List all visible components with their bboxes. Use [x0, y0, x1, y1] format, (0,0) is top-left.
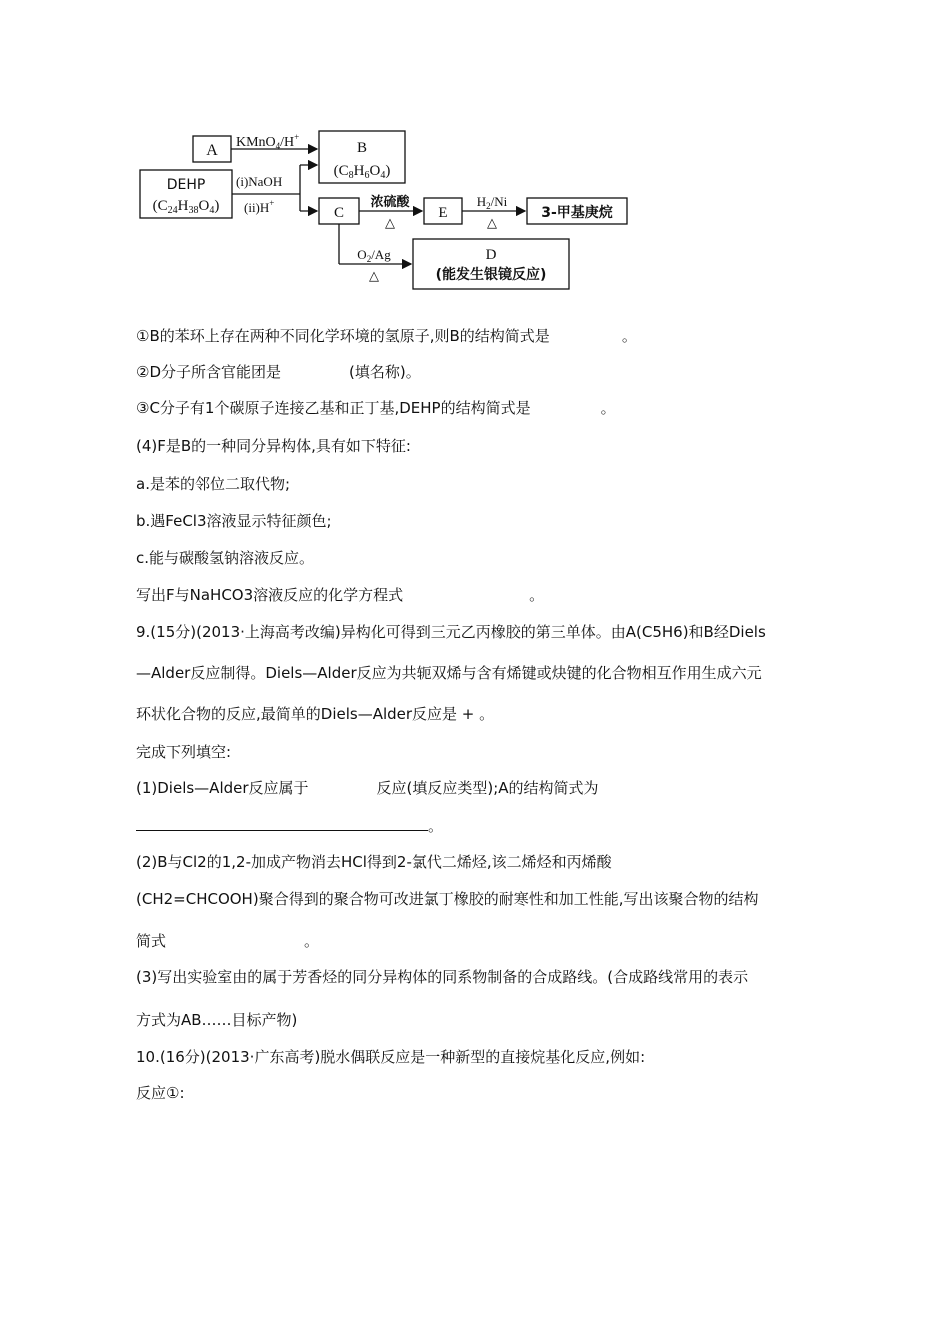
question-line: 简式 。 — [136, 932, 320, 950]
question-line: a.是苯的邻位二取代物; — [136, 475, 291, 493]
reagent-o2-ag: $O_2/Ag$ — [357, 247, 391, 264]
label-d: D — [485, 247, 497, 263]
question-line: 完成下列填空: — [136, 743, 232, 761]
answer-blank — [136, 816, 428, 831]
label-final: 3-甲基庚烷 — [541, 205, 613, 221]
question-line: ①B的苯环上存在两种不同化学环境的氢原子,则B的结构简式是 。 — [136, 327, 637, 345]
condition-heat-1: △ — [385, 216, 395, 231]
label-b: B — [356, 140, 368, 156]
question-line: 9.(15分)(2013·上海高考改编)异构化可得到三元乙丙橡胶的第三单体。由A(C5H6)和B经Diels — [136, 623, 766, 641]
question-line: ②D分子所含官能团是 (填名称)。 — [136, 363, 421, 381]
question-line: 环状化合物的反应,最简单的Diels—Alder反应是 + 。 — [136, 705, 495, 723]
reaction-scheme — [0, 0, 950, 310]
reagent-h-plus: (ii)H+ — [244, 198, 275, 215]
question-line: 10.(16分)(2013·广东高考)脱水偶联反应是一种新型的直接烷基化反应,例如: — [136, 1048, 646, 1066]
reagent-naoh: (i)NaOH — [236, 174, 283, 189]
question-line: (3)写出实验室由的属于芳香烃的同分异构体的同系物制备的合成路线。(合成路线常用的表示 — [136, 968, 749, 986]
question-line: —Alder反应制得。Diels—Alder反应为共轭双烯与含有烯键或炔键的化合物相互作用生成六元 — [136, 664, 762, 682]
question-line: b.遇FeCl3溶液显示特征颜色; — [136, 512, 332, 530]
reagent-h2-ni: $H_2/Ni$ — [476, 194, 508, 211]
answer-blank-line: 。 — [136, 816, 443, 836]
question-line: (2)B与Cl2的1,2-加成产物消去HCl得到2-氯代二烯烃,该二烯烃和丙烯酸 — [136, 853, 612, 871]
question-line: 写出F与NaHCO3溶液反应的化学方程式 。 — [136, 586, 545, 604]
question-line: (1)Diels—Alder反应属于 反应(填反应类型);A的结构简式为 — [136, 779, 599, 797]
reagent-h2so4: 浓硫酸 — [370, 195, 410, 210]
condition-heat-3: △ — [369, 269, 379, 284]
question-line: c.能与碳酸氢钠溶液反应。 — [136, 549, 315, 567]
question-line: ③C分子有1个碳原子连接乙基和正丁基,DEHP的结构简式是 。 — [136, 399, 616, 417]
condition-heat-2: △ — [487, 216, 497, 231]
label-e: E — [438, 205, 448, 221]
question-line: 方式为AB……目标产物) — [136, 1011, 298, 1029]
label-d-note: (能发生银镜反应) — [435, 267, 547, 283]
question-line: 反应①: — [136, 1084, 185, 1102]
label-c: C — [333, 205, 345, 221]
question-line: (4)F是B的一种同分异构体,具有如下特征: — [136, 437, 411, 455]
label-dehp-formula: $(C_{24}H_{38}O_4)$ — [152, 198, 220, 216]
question-line: (CH2=CHCOOH)聚合得到的聚合物可改进氯丁橡胶的耐寒性和加工性能,写出该聚合物的结构 — [136, 890, 759, 908]
reagent-kmno4: KMnO$_4$/H+ — [236, 132, 300, 151]
label-dehp: DEHP — [166, 177, 206, 193]
label-b-formula: $(C_8H_6O_4)$ — [333, 163, 391, 181]
label-a: A — [206, 142, 218, 159]
